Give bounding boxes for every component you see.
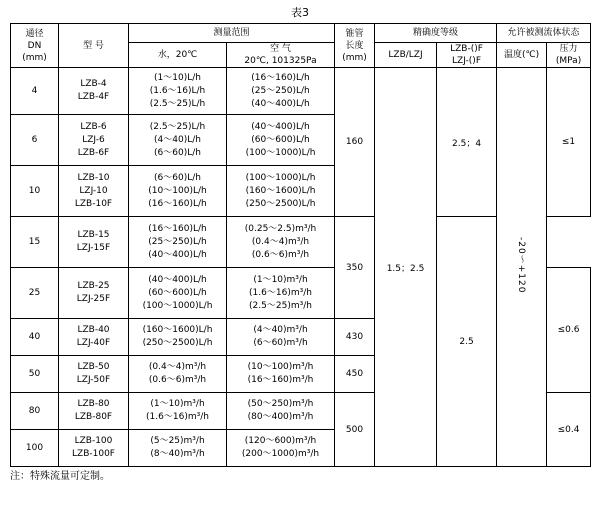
cell-model [59,115,129,166]
range-line: (40～400)L/h [251,98,310,109]
cell-air-range [227,217,335,268]
header-accuracy-group: 精确度等级 [375,24,497,43]
model-line: LZB-4 [80,79,107,89]
range-line: (100～1000)L/h [245,147,316,158]
cell-cone-length: 350 [335,217,375,319]
cell-water-range [129,393,227,430]
cell-water-range [129,68,227,115]
header-dn-line2: DN [27,40,42,51]
model-line: LZJ-10 [79,185,108,196]
header-dn-line1: 通径 [25,28,44,39]
range-line: (10～100)m³/h [247,362,314,372]
model-line: LZB-40 [77,325,110,335]
header-cone-line3: (mm) [342,52,367,63]
cell-cone-length: 500 [335,393,375,467]
temperature-value: -20～+120 [516,237,527,294]
range-line: (2.5～25)L/h [149,121,206,132]
cell-air-range [227,68,335,115]
header-measuring-range: 测量范围 [129,24,335,43]
cell-model [59,319,129,356]
cell-water-range [129,166,227,217]
cell-model [59,166,129,217]
cell-model [59,430,129,467]
cell-dn: 6 [11,115,59,166]
range-line: (4～40)L/h [154,134,201,145]
cell-dn: 40 [11,319,59,356]
range-line: (1.6～16)m³/h [249,287,312,298]
model-line: LZB-10F [74,198,113,209]
range-line: (6～60)L/h [154,147,201,158]
header-accuracy-lzb-lzj: LZB/LZJ [375,43,437,68]
table-note: 注：特殊流量可定制。 [10,471,110,482]
range-line: (16～160)L/h [148,223,207,234]
cell-air-range [227,268,335,319]
model-line: LZB-4F [77,92,110,102]
header-fluid-pressure [547,43,591,68]
cell-dn: 25 [11,268,59,319]
range-line: (250～2500)L/h [245,198,316,209]
cell-dn: 80 [11,393,59,430]
range-line: (2.5～25)L/h [149,98,206,109]
model-line: LZJ-50F [76,375,111,385]
header-accuracy-f [437,43,497,68]
header-accuracy-f-line2: LZJ-()F [452,56,481,66]
cell-model [59,356,129,393]
model-line: LZB-100F [72,449,115,459]
header-fluid-group: 允许被测流体状态 [497,24,591,43]
cell-dn: 15 [11,217,59,268]
range-line: (8～40)m³/h [150,449,205,459]
range-line: (2.5～25)m³/h [249,300,312,311]
cell-air-range [227,356,335,393]
range-line: (160～1600)L/h [245,185,316,196]
range-line: (100～1000)L/h [142,300,213,311]
cell-pressure: ≤0.4 [547,393,591,467]
header-range-air-line1: 空 气 [270,44,291,54]
range-line: (40～400)L/h [148,274,207,285]
range-line: (0.6～6)m³/h [148,375,207,385]
header-pressure-line1: 压力(MPa) [555,44,582,66]
range-line: (6～60)m³/h [253,338,308,348]
model-line: LZB-6F [77,147,110,158]
header-cone-line1: 锥管 [345,28,364,39]
header-range-air-line2: 20℃, 101325Pa [244,56,317,66]
page-title: 表3 [291,6,309,19]
range-line: (16～160)m³/h [247,375,314,385]
cell-model [59,68,129,115]
range-line: (40～400)L/h [251,121,310,132]
range-line: (25～250)L/h [148,236,207,247]
range-line: (16～160)L/h [251,72,310,83]
model-line: LZB-10 [77,172,110,183]
cell-air-range [227,166,335,217]
range-line: (4～40)m³/h [253,325,308,335]
header-cone-line2: 长度 [345,40,364,51]
cell-water-range [129,430,227,467]
cell-water-range [129,268,227,319]
cell-cone-length: 430 [335,319,375,356]
model-line: LZJ-25F [76,294,111,304]
cell-cone-length: 160 [335,68,375,217]
range-line: (5～25)m³/h [150,436,205,446]
model-line: LZB-6 [80,121,107,132]
range-line: (60～600)L/h [251,134,310,145]
cell-fluid-temperature [497,68,547,467]
cell-water-range [129,319,227,356]
header-range-water: 水，20℃ [129,43,227,68]
range-line: (160～1600)L/h [142,325,213,335]
header-model: 型 号 [59,24,129,68]
table-header-row-1 [11,24,591,43]
cell-air-range [227,319,335,356]
header-cone-length [335,24,375,68]
cell-accuracy-f-lower: 2.5 [437,217,497,467]
model-line: LZB-50 [77,362,110,372]
cell-water-range [129,115,227,166]
table-row [11,68,591,115]
model-line: LZB-25 [77,281,110,291]
range-line: (1～10)m³/h [150,399,205,409]
range-line: (120～600)m³/h [244,436,317,446]
range-line: (250～2500)L/h [142,338,213,348]
range-line: (100～1000)L/h [245,172,316,183]
range-line: (1～10)m³/h [253,274,308,285]
range-line: (200～1000)m³/h [241,449,320,459]
cell-dn: 4 [11,68,59,115]
model-line: LZB-80 [77,399,110,409]
cell-model [59,217,129,268]
range-line: (1.6～16)L/h [149,85,206,96]
range-line: (1～10)L/h [154,72,201,83]
specification-table [10,23,591,467]
cell-accuracy-f-upper: 2.5；4 [437,68,497,217]
cell-model [59,393,129,430]
cell-air-range [227,115,335,166]
cell-dn: 100 [11,430,59,467]
cell-water-range [129,356,227,393]
cell-dn: 50 [11,356,59,393]
header-dn-line3: (mm) [22,52,47,63]
range-line: (50～250)m³/h [247,399,314,409]
cell-model [59,268,129,319]
model-line: LZJ-6 [82,134,105,145]
range-line: (0.6～6)m³/h [251,249,310,260]
range-line: (80～400)m³/h [247,412,314,422]
range-line: (0.25～2.5)m³/h [244,223,317,234]
range-line: (0.4～4)m³/h [251,236,310,247]
cell-water-range [129,217,227,268]
header-dn [11,24,59,68]
range-line: (10～100)L/h [148,185,207,196]
cell-air-range [227,430,335,467]
cell-cone-length: 450 [335,356,375,393]
model-line: LZB-15 [77,230,110,240]
model-line: LZJ-15F [76,243,111,253]
range-line: (0.4～4)m³/h [148,362,207,372]
range-line: (25～250)L/h [251,85,310,96]
header-accuracy-f-line1: LZB-()F [450,44,483,54]
model-line: LZB-100 [74,436,113,446]
range-line: (16～160)L/h [148,198,207,209]
cell-air-range [227,393,335,430]
cell-accuracy-lzb-lzj: 1.5；2.5 [375,68,437,467]
model-line: LZJ-40F [76,338,111,348]
model-line: LZB-80F [74,412,113,422]
cell-pressure: ≤0.6 [547,268,591,393]
range-line: (60～600)L/h [148,287,207,298]
cell-dn: 10 [11,166,59,217]
header-range-air [227,43,335,68]
cell-pressure: ≤1 [547,68,591,217]
range-line: (1.6～16)m³/h [146,412,209,422]
range-line: (6～60)L/h [154,172,201,183]
range-line: (40～400)L/h [148,249,207,260]
header-fluid-temperature: 温度(℃) [497,43,547,68]
